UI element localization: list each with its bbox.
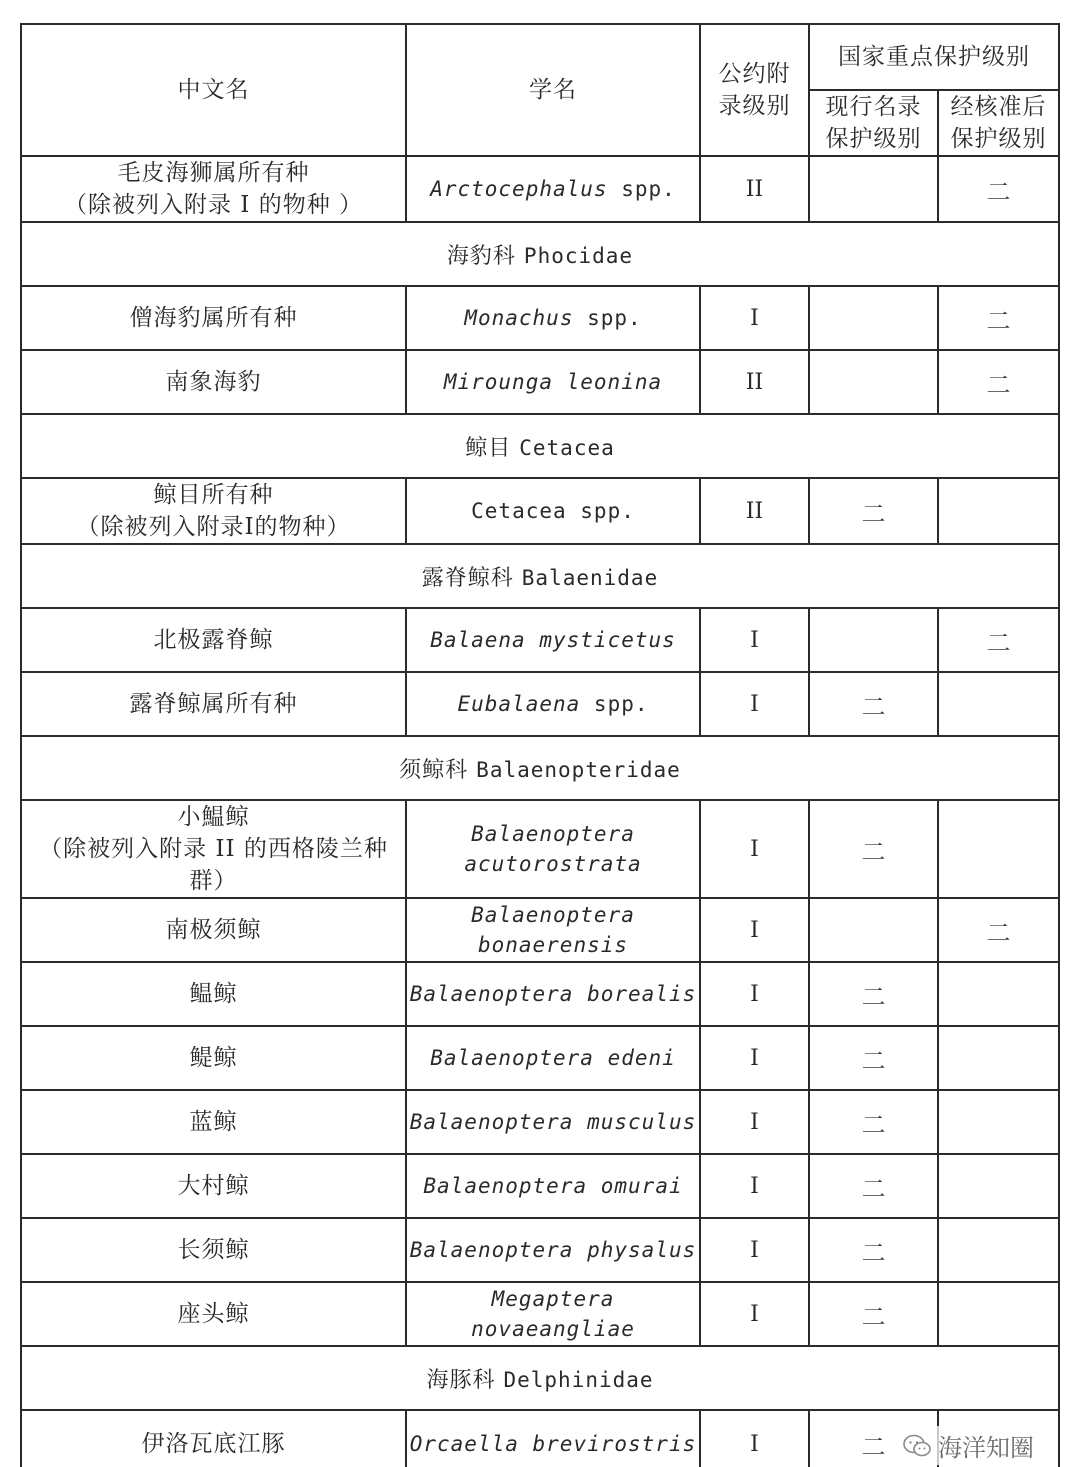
cites-appendix-cell: I xyxy=(700,1154,809,1218)
table-body xyxy=(21,156,1059,1467)
family-row xyxy=(21,414,1059,478)
watermark xyxy=(896,1426,1040,1465)
species-row xyxy=(21,672,1059,736)
chinese-name-cell xyxy=(21,1154,406,1218)
current-level-cell: 二 xyxy=(809,1410,938,1467)
chinese-name-line: （除被列入附录 II 的西格陵兰种 xyxy=(39,836,388,862)
approved-level-cell: 二 xyxy=(938,898,1059,962)
chinese-name-line: 座头鲸 xyxy=(177,1301,250,1327)
current-level-cell xyxy=(809,898,938,962)
family-chinese-name: 海豹科 xyxy=(446,243,516,269)
scientific-name-cell xyxy=(406,1410,700,1467)
scientific-name-cell xyxy=(406,1090,700,1154)
header-national-level: 国家重点保护级别 xyxy=(809,24,1059,90)
current-level-cell: 二 xyxy=(809,1090,938,1154)
current-level-cell xyxy=(809,608,938,672)
header-scientific-name: 学名 xyxy=(406,24,700,156)
species-row xyxy=(21,478,1059,544)
species-row xyxy=(21,1282,1059,1346)
species-row xyxy=(21,350,1059,414)
header-cites-appendix xyxy=(700,24,809,156)
cites-appendix-cell: I xyxy=(700,1026,809,1090)
chinese-name-line: 大村鲸 xyxy=(177,1173,250,1199)
scientific-name-suffix: spp. xyxy=(580,692,649,716)
chinese-name-line: 蓝鲸 xyxy=(189,1109,238,1135)
cites-appendix-cell: II xyxy=(700,350,809,414)
scientific-name-italic: Balaenoptera physalus xyxy=(409,1238,697,1262)
approved-level-cell xyxy=(938,1282,1059,1346)
scientific-name-italic: bonaerensis xyxy=(477,933,629,957)
approved-level-cell: 二 xyxy=(938,156,1059,222)
cites-appendix-cell: I xyxy=(700,1410,809,1467)
cites-appendix-cell: I xyxy=(700,286,809,350)
scientific-name-cell xyxy=(406,800,700,898)
current-level-cell: 二 xyxy=(809,478,938,544)
species-row xyxy=(21,1218,1059,1282)
approved-level-cell xyxy=(938,1026,1059,1090)
chinese-name-cell xyxy=(21,286,406,350)
cites-appendix-cell: I xyxy=(700,1090,809,1154)
family-row xyxy=(21,1346,1059,1410)
chinese-name-line: 僧海豹属所有种 xyxy=(129,305,298,331)
scientific-name-suffix: spp. xyxy=(607,177,676,201)
scientific-name-cell xyxy=(406,608,700,672)
approved-level-cell xyxy=(938,1154,1059,1218)
scientific-name-cell xyxy=(406,156,700,222)
approved-level-cell xyxy=(938,672,1059,736)
approved-level-cell: 二 xyxy=(938,286,1059,350)
chinese-name-line: 鳀鲸 xyxy=(189,1045,238,1071)
current-level-cell xyxy=(809,286,938,350)
species-row xyxy=(21,898,1059,962)
species-row xyxy=(21,1154,1059,1218)
scientific-name-italic: Balaenoptera xyxy=(471,822,635,846)
scientific-name-cell xyxy=(406,1154,700,1218)
scientific-name-italic: Balaenoptera omurai xyxy=(423,1174,683,1198)
current-level-cell: 二 xyxy=(809,672,938,736)
chinese-name-line: 群） xyxy=(189,868,238,894)
species-row xyxy=(21,608,1059,672)
header-chinese-name: 中文名 xyxy=(21,24,406,156)
header-current-level xyxy=(809,90,938,156)
cites-appendix-cell: I xyxy=(700,962,809,1026)
family-heading xyxy=(21,1346,1059,1410)
family-chinese-name: 须鲸科 xyxy=(399,757,469,783)
chinese-name-cell xyxy=(21,478,406,544)
current-level-cell xyxy=(809,156,938,222)
header-approved-line2: 保护级别 xyxy=(950,126,1047,152)
scientific-name-italic: Balaenoptera borealis xyxy=(409,982,697,1006)
chinese-name-line: 北极露脊鲸 xyxy=(153,627,274,653)
header-approved-level xyxy=(938,90,1059,156)
chinese-name-cell xyxy=(21,962,406,1026)
family-heading xyxy=(21,736,1059,800)
cites-appendix-cell: I xyxy=(700,800,809,898)
species-row xyxy=(21,1026,1059,1090)
scientific-name-cell xyxy=(406,1282,700,1346)
scientific-name-suffix: Cetacea spp. xyxy=(471,499,635,523)
chinese-name-line: 长须鲸 xyxy=(177,1237,250,1263)
scientific-name-italic: Megaptera novaeangliae xyxy=(471,1287,635,1341)
scientific-name-cell xyxy=(406,898,700,962)
family-latin-name: Delphinidae xyxy=(503,1367,654,1392)
family-chinese-name: 鲸目 xyxy=(465,435,512,461)
approved-level-cell xyxy=(938,478,1059,544)
species-row xyxy=(21,1090,1059,1154)
family-latin-name: Balaenidae xyxy=(521,565,659,590)
family-latin-name: Cetacea xyxy=(519,435,615,460)
chinese-name-line: 鲸目所有种 xyxy=(153,482,274,508)
scientific-name-cell xyxy=(406,672,700,736)
scientific-name-italic: Balaenoptera xyxy=(471,903,635,927)
family-heading xyxy=(21,222,1059,286)
header-current-line1: 现行名录 xyxy=(825,94,922,120)
scientific-name-cell xyxy=(406,350,700,414)
species-row xyxy=(21,962,1059,1026)
cites-appendix-cell: I xyxy=(700,1282,809,1346)
approved-level-cell xyxy=(938,962,1059,1026)
cites-appendix-cell: II xyxy=(700,156,809,222)
scientific-name-cell xyxy=(406,1218,700,1282)
chinese-name-cell xyxy=(21,350,406,414)
approved-level-cell xyxy=(938,800,1059,898)
family-chinese-name: 海豚科 xyxy=(426,1367,496,1393)
chinese-name-cell xyxy=(21,1282,406,1346)
scientific-name-italic: Balaenoptera musculus xyxy=(409,1110,697,1134)
family-heading xyxy=(21,414,1059,478)
scientific-name-italic: Balaena mysticetus xyxy=(430,628,676,652)
scientific-name-cell xyxy=(406,286,700,350)
family-row xyxy=(21,736,1059,800)
chinese-name-cell xyxy=(21,1026,406,1090)
chinese-name-line: 南极须鲸 xyxy=(165,917,262,943)
chinese-name-line: 毛皮海狮属所有种 xyxy=(117,160,310,186)
scientific-name-italic: Orcaella brevirostris xyxy=(409,1432,697,1456)
family-chinese-name: 露脊鲸科 xyxy=(421,565,514,591)
chinese-name-line: 伊洛瓦底江豚 xyxy=(141,1431,286,1457)
species-row xyxy=(21,800,1059,898)
scientific-name-suffix: spp. xyxy=(573,306,642,330)
chinese-name-line: （除被列入附录I的物种） xyxy=(76,514,351,540)
scientific-name-italic: Mirounga leonina xyxy=(443,370,663,394)
family-latin-name: Balaenopteridae xyxy=(476,757,681,782)
scientific-name-italic: Balaenoptera edeni xyxy=(430,1046,676,1070)
chinese-name-line: 南象海豹 xyxy=(165,369,262,395)
scientific-name-italic: acutorostrata xyxy=(464,852,642,876)
chinese-name-line: 小鰛鲸 xyxy=(177,804,250,830)
header-current-line2: 保护级别 xyxy=(825,126,922,152)
header-cites-line1: 公约附 xyxy=(718,61,791,87)
current-level-cell: 二 xyxy=(809,1282,938,1346)
chinese-name-cell xyxy=(21,898,406,962)
scientific-name-cell xyxy=(406,478,700,544)
chinese-name-line: （除被列入附录 I 的物种 ） xyxy=(63,192,364,218)
header-row-1 xyxy=(21,24,1059,90)
watermark-text: 海洋知圈 xyxy=(938,1434,1034,1462)
header-approved-line1: 经核准后 xyxy=(950,94,1047,120)
chinese-name-cell xyxy=(21,156,406,222)
approved-level-cell: 二 xyxy=(938,350,1059,414)
chinese-name-line: 鳁鲸 xyxy=(189,981,238,1007)
species-protection-table xyxy=(20,23,1060,1467)
family-row xyxy=(21,544,1059,608)
scientific-name-italic: Eubalaena xyxy=(457,692,581,716)
chinese-name-cell xyxy=(21,1410,406,1467)
cites-appendix-cell: I xyxy=(700,898,809,962)
chinese-name-cell xyxy=(21,1218,406,1282)
scientific-name-cell xyxy=(406,962,700,1026)
current-level-cell: 二 xyxy=(809,1026,938,1090)
chinese-name-cell xyxy=(21,672,406,736)
chinese-name-cell xyxy=(21,800,406,898)
approved-level-cell xyxy=(938,1090,1059,1154)
family-row xyxy=(21,222,1059,286)
cites-appendix-cell: I xyxy=(700,672,809,736)
cites-appendix-cell: I xyxy=(700,1218,809,1282)
current-level-cell xyxy=(809,350,938,414)
chinese-name-line: 露脊鲸属所有种 xyxy=(129,691,298,717)
current-level-cell: 二 xyxy=(809,1218,938,1282)
scientific-name-cell xyxy=(406,1026,700,1090)
cites-appendix-cell: I xyxy=(700,608,809,672)
approved-level-cell xyxy=(938,1218,1059,1282)
species-row xyxy=(21,156,1059,222)
scientific-name-italic: Monachus xyxy=(464,306,574,330)
family-heading xyxy=(21,544,1059,608)
approved-level-cell: 二 xyxy=(938,608,1059,672)
current-level-cell: 二 xyxy=(809,962,938,1026)
family-latin-name: Phocidae xyxy=(523,243,634,268)
wechat-icon xyxy=(902,1433,932,1459)
chinese-name-cell xyxy=(21,608,406,672)
current-level-cell: 二 xyxy=(809,1154,938,1218)
current-level-cell: 二 xyxy=(809,800,938,898)
species-row xyxy=(21,286,1059,350)
scientific-name-italic: Arctocephalus xyxy=(430,177,608,201)
header-cites-line2: 录级别 xyxy=(718,93,791,119)
chinese-name-cell xyxy=(21,1090,406,1154)
cites-appendix-cell: II xyxy=(700,478,809,544)
